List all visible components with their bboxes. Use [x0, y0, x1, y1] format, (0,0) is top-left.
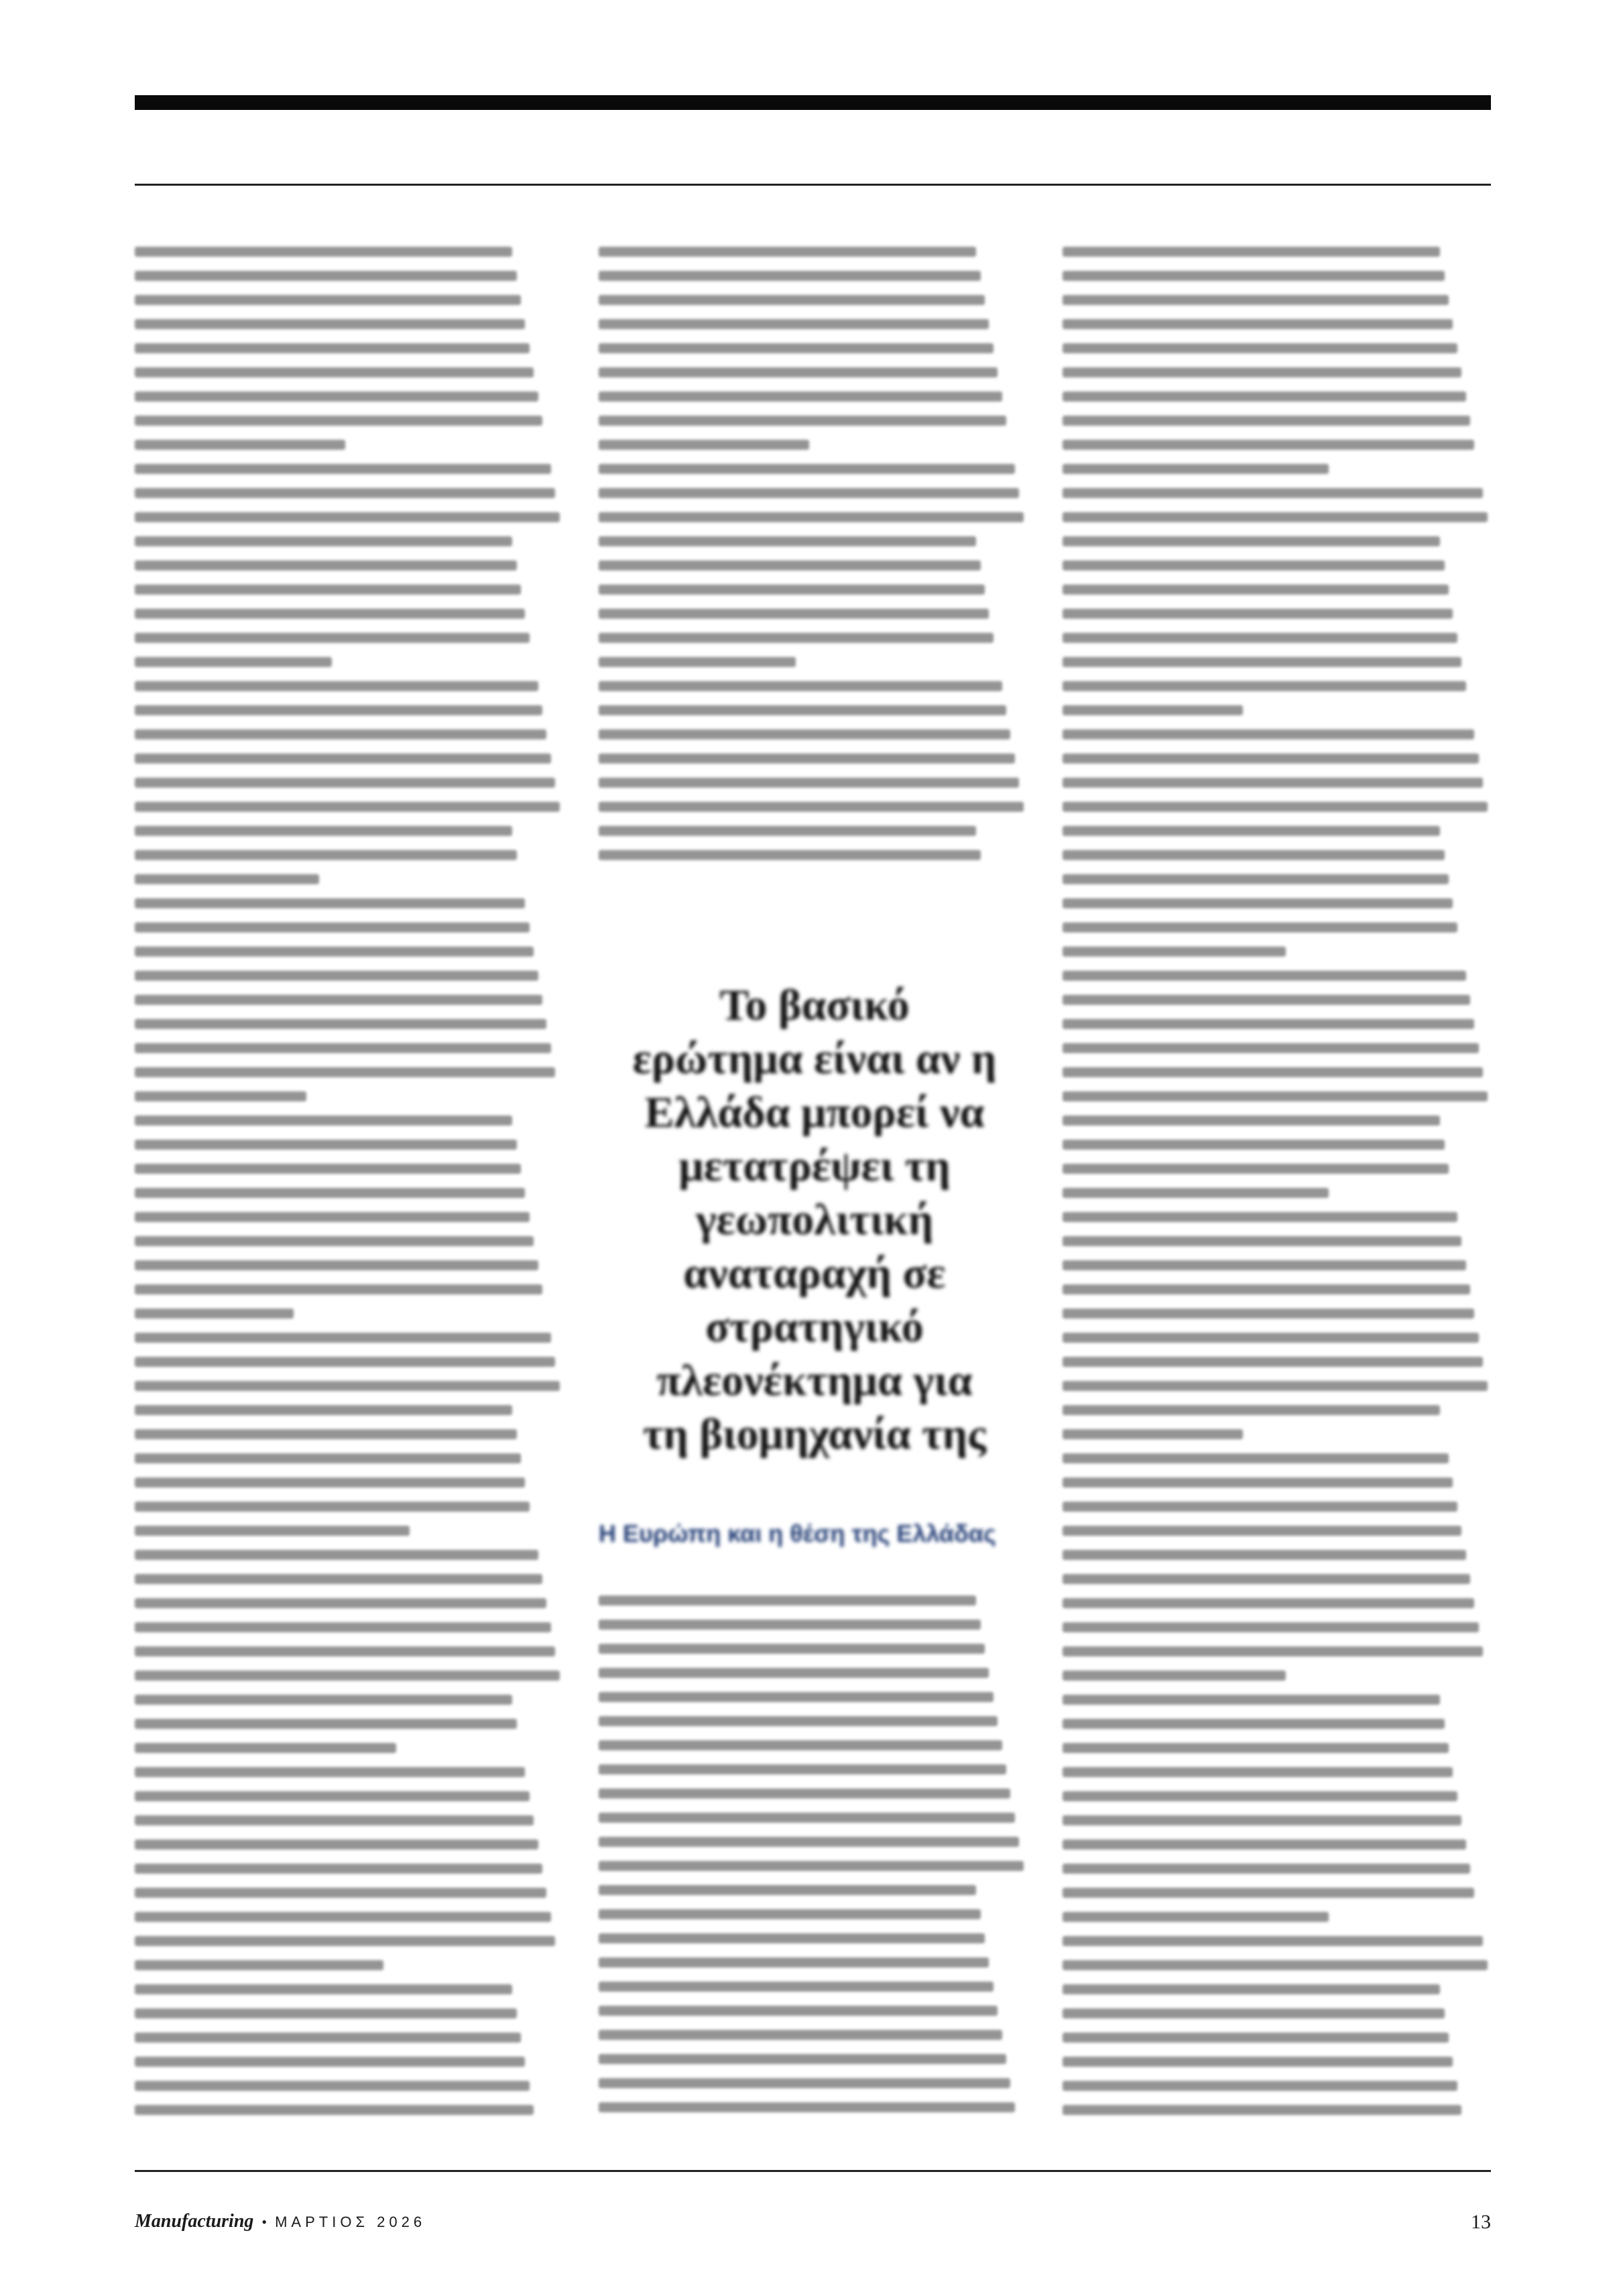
illegible-text-line [135, 971, 538, 981]
article-column-1 [135, 247, 564, 2129]
illegible-text-line [1063, 1477, 1453, 1488]
illegible-text-line [599, 729, 1010, 739]
illegible-text-line [599, 1885, 976, 1895]
illegible-text-line [135, 1357, 555, 1367]
illegible-text-line [135, 1743, 396, 1753]
section-heading: Η Ευρώπη και η θέση της Ελλάδας [599, 1520, 996, 1547]
illegible-text-line [135, 1815, 534, 1825]
illegible-text-line [599, 560, 981, 570]
illegible-text-line [599, 440, 809, 450]
illegible-text-line [135, 1671, 560, 1681]
illegible-text-line [135, 2105, 534, 2115]
illegible-text-line [599, 1644, 985, 1654]
illegible-text-line [599, 705, 1006, 715]
illegible-text-line [135, 1284, 542, 1294]
illegible-text-line [1063, 1671, 1286, 1681]
illegible-text-line [599, 512, 1024, 522]
illegible-text-line [1063, 367, 1461, 377]
illegible-text-line [1063, 416, 1470, 426]
publication-name: Manufacturing [135, 2211, 254, 2232]
illegible-text-line [1063, 2033, 1449, 2043]
illegible-text-line [135, 1960, 383, 1970]
illegible-text-line [135, 947, 534, 957]
illegible-text-line [1063, 1984, 1440, 1994]
page-number: 13 [1471, 2211, 1491, 2233]
illegible-text-line [599, 2078, 1010, 2088]
illegible-text-line [135, 898, 525, 908]
illegible-text-line [135, 2057, 525, 2067]
illegible-text-line [599, 802, 1024, 812]
illegible-text-line [1063, 488, 1483, 498]
illegible-text-line [599, 2102, 1015, 2112]
header-rule [135, 95, 1491, 110]
illegible-text-line [135, 1574, 542, 1584]
illegible-text-line [599, 343, 994, 353]
illegible-text-line [1063, 1695, 1440, 1705]
illegible-text-line [135, 1695, 512, 1705]
footer-publication-line [135, 2211, 426, 2232]
illegible-text-line [135, 2081, 530, 2091]
illegible-text-line [135, 585, 521, 595]
article-column-2 [599, 247, 1028, 874]
illegible-text-line [1063, 1067, 1483, 1077]
illegible-text-line [135, 416, 542, 426]
illegible-text-line [599, 295, 985, 305]
illegible-text-line [135, 1212, 530, 1222]
illegible-text-line [599, 391, 1002, 402]
illegible-text-line [1063, 1622, 1479, 1632]
illegible-text-line [599, 1837, 1019, 1847]
illegible-text-line [1063, 729, 1474, 739]
illegible-text-line [1063, 2081, 1457, 2091]
illegible-text-line [1063, 1091, 1488, 1101]
illegible-text-line [599, 633, 994, 643]
illegible-text-line [135, 681, 538, 691]
illegible-text-line [135, 1550, 538, 1560]
illegible-text-line [599, 247, 976, 257]
illegible-text-line [1063, 1260, 1466, 1270]
illegible-text-line [135, 1791, 530, 1801]
illegible-text-line [135, 391, 538, 402]
illegible-text-line [135, 874, 319, 884]
illegible-text-line [135, 1043, 551, 1053]
illegible-text-line [135, 1936, 555, 1946]
illegible-text-line [1063, 1864, 1470, 1874]
illegible-text-line [1063, 1719, 1445, 1729]
illegible-text-line [1063, 585, 1449, 595]
illegible-text-line [599, 1982, 994, 1992]
illegible-text-line [135, 657, 332, 667]
illegible-text-line [599, 488, 1019, 498]
illegible-text-line [599, 319, 989, 329]
illegible-text-line [599, 464, 1015, 474]
footer-divider [135, 2170, 1491, 2172]
illegible-text-line [1063, 1767, 1453, 1777]
illegible-text-line [1063, 440, 1474, 450]
illegible-text-line [135, 488, 555, 498]
illegible-text-line [135, 1115, 512, 1126]
illegible-text-line [1063, 247, 1440, 257]
illegible-text-line [599, 2054, 1006, 2064]
illegible-text-line [135, 995, 542, 1005]
illegible-text-line [599, 1813, 1015, 1823]
illegible-text-line [135, 850, 517, 860]
illegible-text-line [135, 705, 542, 715]
issue-date: ΜΑΡΤΙΟΣ 2026 [275, 2214, 426, 2230]
illegible-text-line [1063, 1743, 1449, 1753]
illegible-text-line [135, 1067, 555, 1077]
illegible-text-line [1063, 1815, 1461, 1825]
illegible-text-line [135, 1453, 521, 1463]
illegible-text-line [599, 585, 985, 595]
footer-separator: • [261, 2214, 267, 2230]
illegible-text-line [1063, 1115, 1440, 1126]
illegible-text-line [1063, 1236, 1461, 1246]
illegible-text-line [1063, 705, 1243, 715]
illegible-text-line [1063, 1212, 1457, 1222]
illegible-text-line [135, 1864, 542, 1874]
illegible-text-line [1063, 1598, 1474, 1608]
illegible-text-line [135, 1622, 551, 1632]
illegible-text-line [1063, 995, 1470, 1005]
illegible-text-line [599, 1740, 1002, 1750]
illegible-text-line [599, 657, 796, 667]
header-divider [135, 184, 1491, 186]
illegible-text-line [599, 1620, 981, 1630]
illegible-text-line [135, 440, 345, 450]
illegible-text-line [1063, 802, 1488, 812]
illegible-text-line [135, 1429, 517, 1439]
illegible-text-line [1063, 1405, 1440, 1415]
illegible-text-line [135, 1598, 546, 1608]
illegible-text-line [1063, 1188, 1329, 1198]
illegible-text-line [599, 1789, 1010, 1799]
illegible-text-line [135, 1888, 546, 1898]
illegible-text-line [135, 1646, 555, 1656]
illegible-text-line [135, 1767, 525, 1777]
illegible-text-line [1063, 1839, 1466, 1850]
illegible-text-line [1063, 947, 1286, 957]
illegible-text-line [1063, 2008, 1445, 2018]
illegible-text-line [135, 1719, 517, 1729]
illegible-text-line [135, 1477, 525, 1488]
illegible-text-line [135, 1309, 294, 1319]
illegible-text-line [1063, 2057, 1453, 2067]
illegible-text-line [1063, 1526, 1461, 1536]
illegible-text-line [599, 271, 981, 281]
illegible-text-line [599, 2006, 998, 2016]
illegible-text-line [1063, 343, 1457, 353]
illegible-text-line [1063, 1284, 1470, 1294]
illegible-text-line [1063, 1791, 1457, 1801]
illegible-text-line [135, 1405, 512, 1415]
illegible-text-line [1063, 1357, 1483, 1367]
illegible-text-line [135, 778, 555, 788]
illegible-text-line [135, 1140, 517, 1150]
illegible-text-line [135, 1260, 538, 1270]
illegible-text-line [135, 1019, 546, 1029]
illegible-text-line [135, 319, 525, 329]
illegible-text-line [135, 271, 517, 281]
illegible-text-line [1063, 536, 1440, 546]
illegible-text-line [1063, 874, 1449, 884]
illegible-text-line [1063, 1140, 1445, 1150]
illegible-text-line [135, 1188, 525, 1198]
illegible-text-line [599, 681, 1002, 691]
illegible-text-line [1063, 319, 1453, 329]
illegible-text-line [1063, 271, 1445, 281]
illegible-text-line [1063, 560, 1445, 570]
illegible-text-line [135, 343, 530, 353]
illegible-text-line [135, 1839, 538, 1850]
illegible-text-line [135, 753, 551, 764]
illegible-text-line [599, 416, 1006, 426]
illegible-text-line [1063, 657, 1461, 667]
illegible-text-line [135, 536, 512, 546]
illegible-text-line [1063, 1381, 1488, 1391]
illegible-text-line [135, 1091, 306, 1101]
illegible-text-line [1063, 1912, 1329, 1922]
illegible-text-line [1063, 464, 1329, 474]
illegible-text-line [135, 1236, 534, 1246]
illegible-text-line [1063, 922, 1457, 932]
illegible-text-line [1063, 1574, 1470, 1584]
illegible-text-line [599, 826, 976, 836]
illegible-text-line [1063, 1960, 1488, 1970]
illegible-text-line [1063, 1043, 1479, 1053]
illegible-text-line [135, 1912, 551, 1922]
illegible-text-line [135, 367, 534, 377]
illegible-text-line [599, 1909, 981, 1919]
illegible-text-line [135, 1381, 560, 1391]
illegible-text-line [1063, 826, 1440, 836]
illegible-text-line [135, 609, 525, 619]
illegible-text-line [599, 1668, 989, 1678]
illegible-text-line [599, 536, 976, 546]
illegible-text-line [1063, 753, 1479, 764]
illegible-text-line [1063, 2105, 1461, 2115]
illegible-text-line [135, 826, 512, 836]
illegible-text-line [599, 1861, 1024, 1871]
illegible-text-line [1063, 1502, 1457, 1512]
illegible-text-line [135, 560, 517, 570]
illegible-text-line [1063, 850, 1445, 860]
illegible-text-line [599, 1595, 976, 1606]
illegible-text-line [135, 2008, 517, 2018]
illegible-text-line [135, 1526, 410, 1536]
illegible-text-line [135, 247, 512, 257]
illegible-text-line [135, 729, 546, 739]
illegible-text-line [1063, 971, 1466, 981]
illegible-text-line [599, 850, 981, 860]
article-column-2-lower [599, 1595, 1028, 2126]
illegible-text-line [1063, 1429, 1243, 1439]
illegible-text-line [599, 753, 1015, 764]
illegible-text-line [599, 1933, 985, 1943]
illegible-text-line [1063, 1164, 1449, 1174]
illegible-text-line [1063, 295, 1449, 305]
illegible-text-line [1063, 512, 1488, 522]
illegible-text-line [1063, 1333, 1479, 1343]
illegible-text-line [599, 1716, 998, 1726]
illegible-text-line [135, 295, 521, 305]
illegible-text-line [1063, 1019, 1474, 1029]
illegible-text-line [1063, 1309, 1474, 1319]
illegible-text-line [1063, 898, 1453, 908]
illegible-text-line [135, 1502, 530, 1512]
illegible-text-line [599, 1764, 1006, 1774]
illegible-text-line [1063, 1453, 1449, 1463]
illegible-text-line [135, 2033, 521, 2043]
pull-quote: Το βασικό ερώτημα είναι αν η Ελλάδα μπορεί να μετατρέψει τη γεωπολιτική αναταραχή σε στρατηγικό πλεονέκτημα για τη βιομηχανία της [632, 981, 997, 1459]
illegible-text-line [135, 922, 530, 932]
illegible-text-line [135, 1164, 521, 1174]
illegible-text-line [599, 2030, 1002, 2040]
illegible-text-line [135, 1333, 551, 1343]
article-column-3 [1063, 247, 1492, 2129]
illegible-text-line [1063, 633, 1457, 643]
illegible-text-line [1063, 1550, 1466, 1560]
illegible-text-line [1063, 681, 1466, 691]
illegible-text-line [599, 778, 1019, 788]
illegible-text-line [135, 802, 560, 812]
illegible-text-line [1063, 609, 1453, 619]
illegible-text-line [599, 367, 998, 377]
illegible-text-line [135, 633, 530, 643]
illegible-text-line [1063, 1936, 1483, 1946]
illegible-text-line [599, 609, 989, 619]
illegible-text-line [599, 1957, 989, 1968]
illegible-text-line [135, 464, 551, 474]
illegible-text-line [135, 512, 560, 522]
illegible-text-line [599, 1692, 994, 1702]
page-footer [135, 2211, 1491, 2238]
illegible-text-line [135, 1984, 512, 1994]
illegible-text-line [1063, 1646, 1483, 1656]
illegible-text-line [1063, 391, 1466, 402]
illegible-text-line [1063, 1888, 1474, 1898]
illegible-text-line [1063, 778, 1483, 788]
